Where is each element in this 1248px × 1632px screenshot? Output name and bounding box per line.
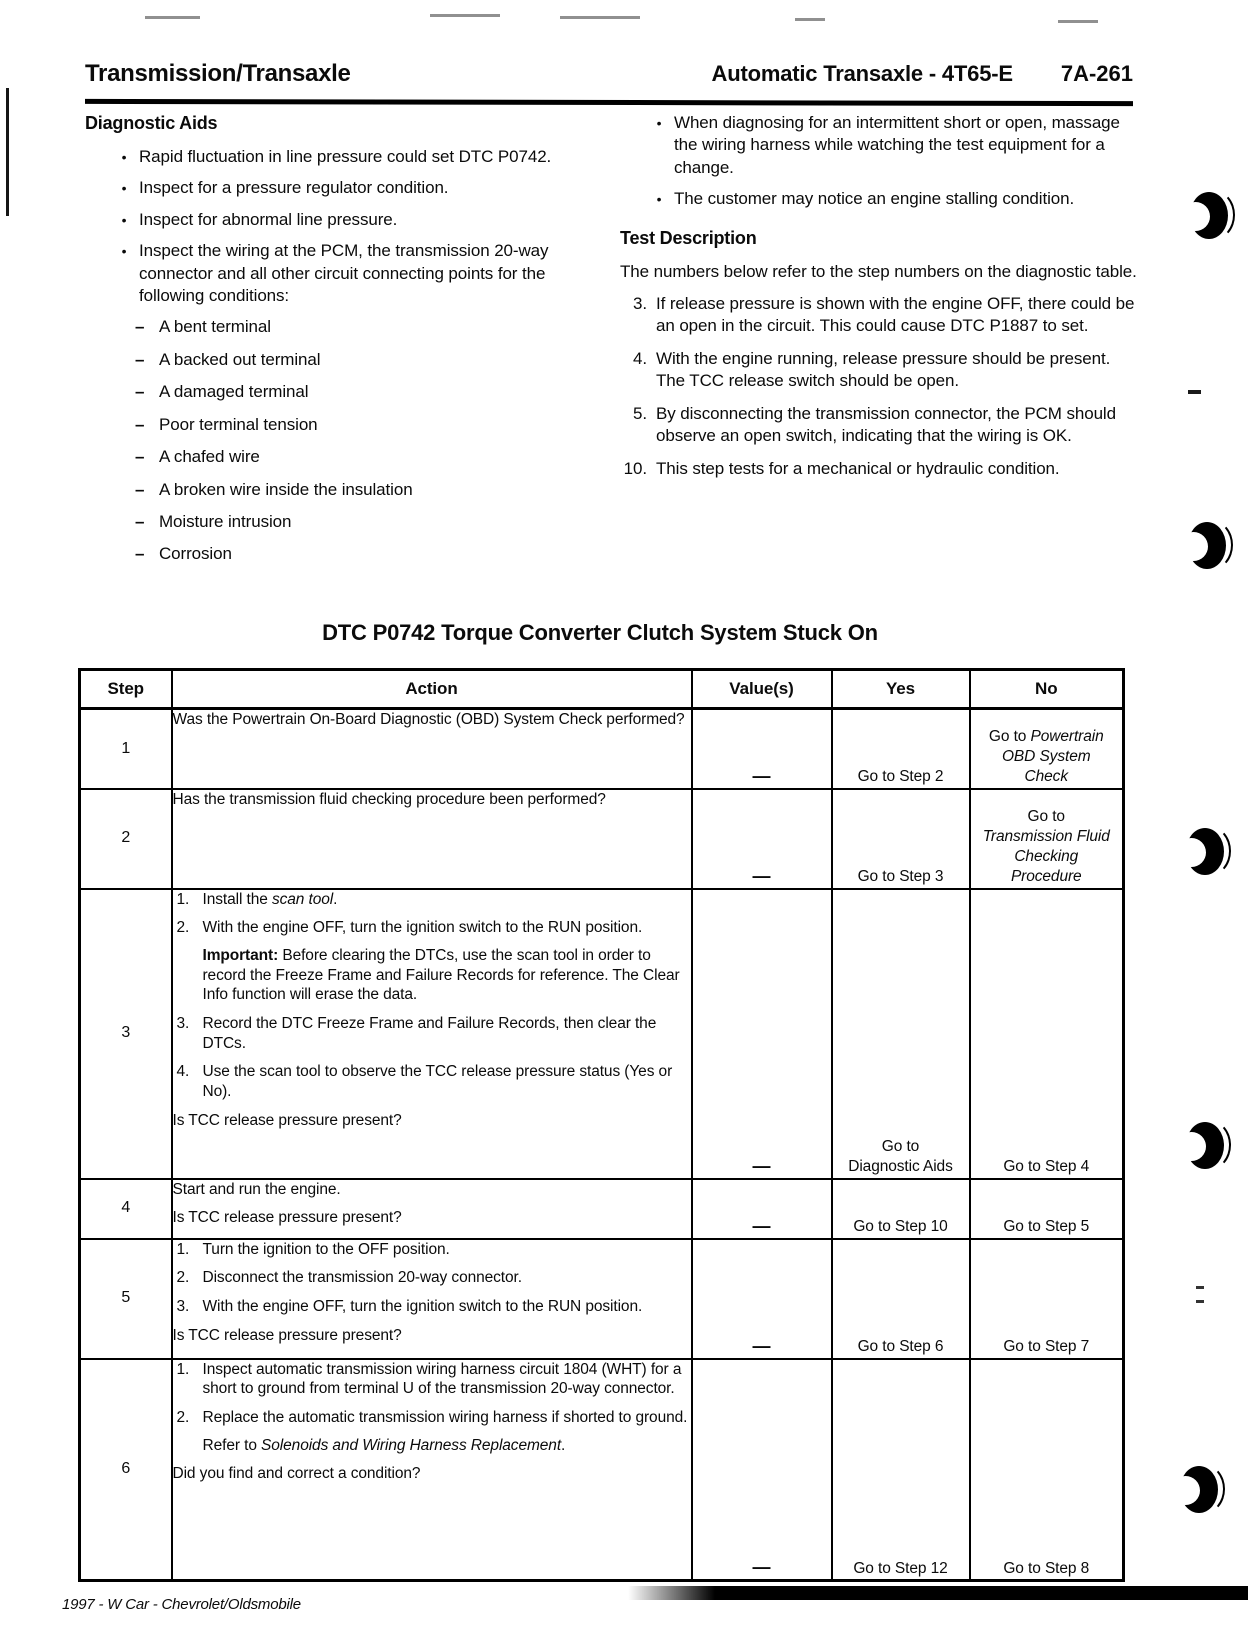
binder-hole-artifact: [1186, 828, 1226, 875]
scan-artifact-tick: [6, 88, 9, 216]
action-step-list: [173, 1240, 691, 1317]
action-question: Has the transmission fluid checking procedure been performed?: [172, 790, 606, 808]
binder-hole-artifact: [1186, 1122, 1226, 1169]
scan-artifact-speck: [1196, 1286, 1204, 1289]
action-question: Is TCC release pressure present?: [172, 1209, 402, 1227]
binder-hole-artifact: [1190, 192, 1230, 239]
list-item: – A bent terminal: [85, 316, 610, 338]
table-row: [80, 1179, 1124, 1239]
list-item: – Moisture intrusion: [85, 511, 610, 533]
list-item: 10. This step tests for a mechanical or hydraulic condition.: [623, 458, 1060, 478]
important-note: Important: Before clearing the DTCs, use the scan tool in order to record the Freeze Frame and Failure Records for reference. The Clear Info function will erase the data.: [202, 946, 680, 1004]
list-item: – A broken wire inside the insulation: [85, 479, 610, 501]
action-step: 2. With the engine OFF, turn the ignition switch to the RUN position. Important: Before clearing the DTCs, use the scan tool in order to record the Freeze Frame and Failure Records for reference. The Clear Info function will erase the data.: [173, 918, 691, 1005]
list-item: • Inspect for a pressure regulator condition.: [85, 177, 610, 199]
test-description-list: [620, 293, 1138, 480]
subsection-title: Automatic Transaxle - 4T65-E: [711, 61, 1013, 86]
action-step: 2. Disconnect the transmission 20-way connector.: [176, 1269, 522, 1287]
no-cell: Go to Step 7: [970, 1239, 1124, 1359]
list-item: 5. By disconnecting the transmission connector, the PCM should observe an open switch, indicating that the wiring is OK.: [633, 403, 1116, 446]
action-step: 2. Replace the automatic transmission wiring harness if shorted to ground. Refer to Solenoids and Wiring Harness Replacement.: [173, 1408, 691, 1455]
action-step: 3. Record the DTC Freeze Frame and Failure Records, then clear the DTCs.: [176, 1014, 657, 1052]
list-item: • Inspect the wiring at the PCM, the transmission 20-way connector and all other circuit connecting points for the following conditions:: [85, 240, 610, 307]
action-cell: [172, 1239, 692, 1359]
value-cell: —: [692, 1179, 832, 1239]
list-item: • Inspect for abnormal line pressure.: [85, 209, 610, 231]
step-cell: 2: [80, 789, 172, 889]
yes-cell: Go to Diagnostic Aids: [832, 889, 970, 1179]
step-cell: 5: [80, 1239, 172, 1359]
list-item: – Poor terminal tension: [85, 414, 610, 436]
action-cell: [172, 1179, 692, 1239]
list-item: 4. With the engine running, release pressure should be present. The TCC release switch should be open.: [633, 348, 1111, 391]
diagnostic-table: [78, 668, 1125, 1582]
action-step-list: [173, 1360, 691, 1456]
action-step: 1. Inspect automatic transmission wiring harness circuit 1804 (WHT) for a short to ground from terminal U of the transmission 20-way connector.: [176, 1360, 682, 1398]
list-item: 3. If release pressure is shown with the engine OFF, there could be an open in the circuit. This could cause DTC P1887 to set.: [633, 293, 1135, 336]
yes-cell: Go to Step 2: [832, 709, 970, 789]
step-cell: 3: [80, 889, 172, 1179]
table-row: [80, 789, 1124, 889]
action-step: 1. Install the scan tool.: [176, 890, 338, 908]
list-item: • When diagnosing for an intermittent short or open, massage the wiring harness while watching the test equipment for a change.: [620, 112, 1138, 179]
list-item: – A damaged terminal: [85, 381, 610, 403]
no-cell: Go to Step 4: [970, 889, 1124, 1179]
binder-hole-artifact: [1188, 522, 1228, 569]
action-question: Did you find and correct a condition?: [172, 1465, 421, 1483]
no-cell: Go to Transmission Fluid Checking Procedure: [970, 789, 1124, 889]
action-question: Was the Powertrain On-Board Diagnostic (OBD) System Check performed?: [172, 711, 685, 728]
no-cell: Go to Step 5: [970, 1179, 1124, 1239]
scan-artifact-speck: [145, 16, 200, 19]
refer-note: Refer to Solenoids and Wiring Harness Replacement.: [202, 1436, 566, 1454]
diagnostic-aids-column: [85, 112, 610, 576]
value-cell: —: [692, 709, 832, 789]
column-header-no: No: [970, 670, 1124, 709]
diagnostic-aids-bullet-list: [85, 146, 610, 308]
step-cell: 6: [80, 1359, 172, 1581]
action-step: 3. With the engine OFF, turn the ignition switch to the RUN position.: [176, 1297, 643, 1315]
table-row: [80, 889, 1124, 1179]
table-row: [80, 1359, 1124, 1581]
binder-hole-artifact: [1180, 1466, 1220, 1513]
diagnostic-aids-bullet-list-right: [620, 112, 1138, 211]
test-description-heading: Test Description: [620, 227, 757, 248]
list-item: • Rapid fluctuation in line pressure could set DTC P0742.: [85, 146, 610, 168]
column-header-yes: Yes: [832, 670, 970, 709]
scan-artifact-speck: [560, 16, 640, 19]
scan-artifact-bar: [628, 1586, 1248, 1600]
header-rule: [85, 99, 1133, 106]
list-item: – A chafed wire: [85, 446, 610, 468]
scan-artifact-speck: [795, 18, 825, 21]
footer-text: 1997 - W Car - Chevrolet/Oldsmobile: [62, 1596, 301, 1613]
value-cell: —: [692, 1239, 832, 1359]
action-step-list: [173, 890, 691, 1102]
diagnostic-aids-heading: Diagnostic Aids: [85, 113, 218, 133]
action-step: 1. Turn the ignition to the OFF position.: [176, 1240, 450, 1258]
table-row: [80, 709, 1124, 789]
table-title: DTC P0742 Torque Converter Clutch System Stuck On: [322, 620, 878, 645]
yes-cell: Go to Step 12: [832, 1359, 970, 1581]
scan-artifact-speck: [1188, 390, 1201, 394]
no-cell: Go to Powertrain OBD System Check: [970, 709, 1124, 789]
action-question: Is TCC release pressure present?: [172, 1326, 402, 1344]
section-title: Transmission/Transaxle: [85, 60, 351, 87]
value-cell: —: [692, 789, 832, 889]
list-item: • The customer may notice an engine stalling condition.: [620, 188, 1138, 210]
wiring-conditions-list: [85, 316, 610, 566]
yes-cell: Go to Step 6: [832, 1239, 970, 1359]
column-header-action: Action: [172, 670, 692, 709]
action-cell: [172, 889, 692, 1179]
list-item: – A backed out terminal: [85, 349, 610, 371]
column-header-values: Value(s): [692, 670, 832, 709]
step-cell: 4: [80, 1179, 172, 1239]
page-number: 7A-261: [1060, 61, 1133, 86]
table-row: [80, 1239, 1124, 1359]
action-line: Start and run the engine.: [172, 1180, 341, 1198]
page-header: [85, 60, 1133, 88]
value-cell: —: [692, 889, 832, 1179]
table-header-row: [80, 670, 1124, 709]
yes-cell: Go to Step 3: [832, 789, 970, 889]
action-step: 4. Use the scan tool to observe the TCC release pressure status (Yes or No).: [176, 1063, 673, 1100]
action-cell: [172, 1359, 692, 1581]
no-cell: Go to Step 8: [970, 1359, 1124, 1581]
action-question: Is TCC release pressure present?: [172, 1111, 402, 1129]
test-description-intro: The numbers below refer to the step numbers on the diagnostic table.: [620, 261, 1137, 281]
action-cell: [172, 709, 692, 789]
scan-artifact-speck: [430, 14, 500, 17]
column-header-step: Step: [80, 670, 172, 709]
scan-artifact-speck: [1058, 20, 1098, 23]
test-description-column: [620, 112, 1138, 490]
action-cell: [172, 789, 692, 889]
yes-cell: Go to Step 10: [832, 1179, 970, 1239]
list-item: – Corrosion: [85, 543, 610, 565]
step-cell: 1: [80, 709, 172, 789]
scan-artifact-speck: [1196, 1300, 1204, 1303]
value-cell: —: [692, 1359, 832, 1581]
